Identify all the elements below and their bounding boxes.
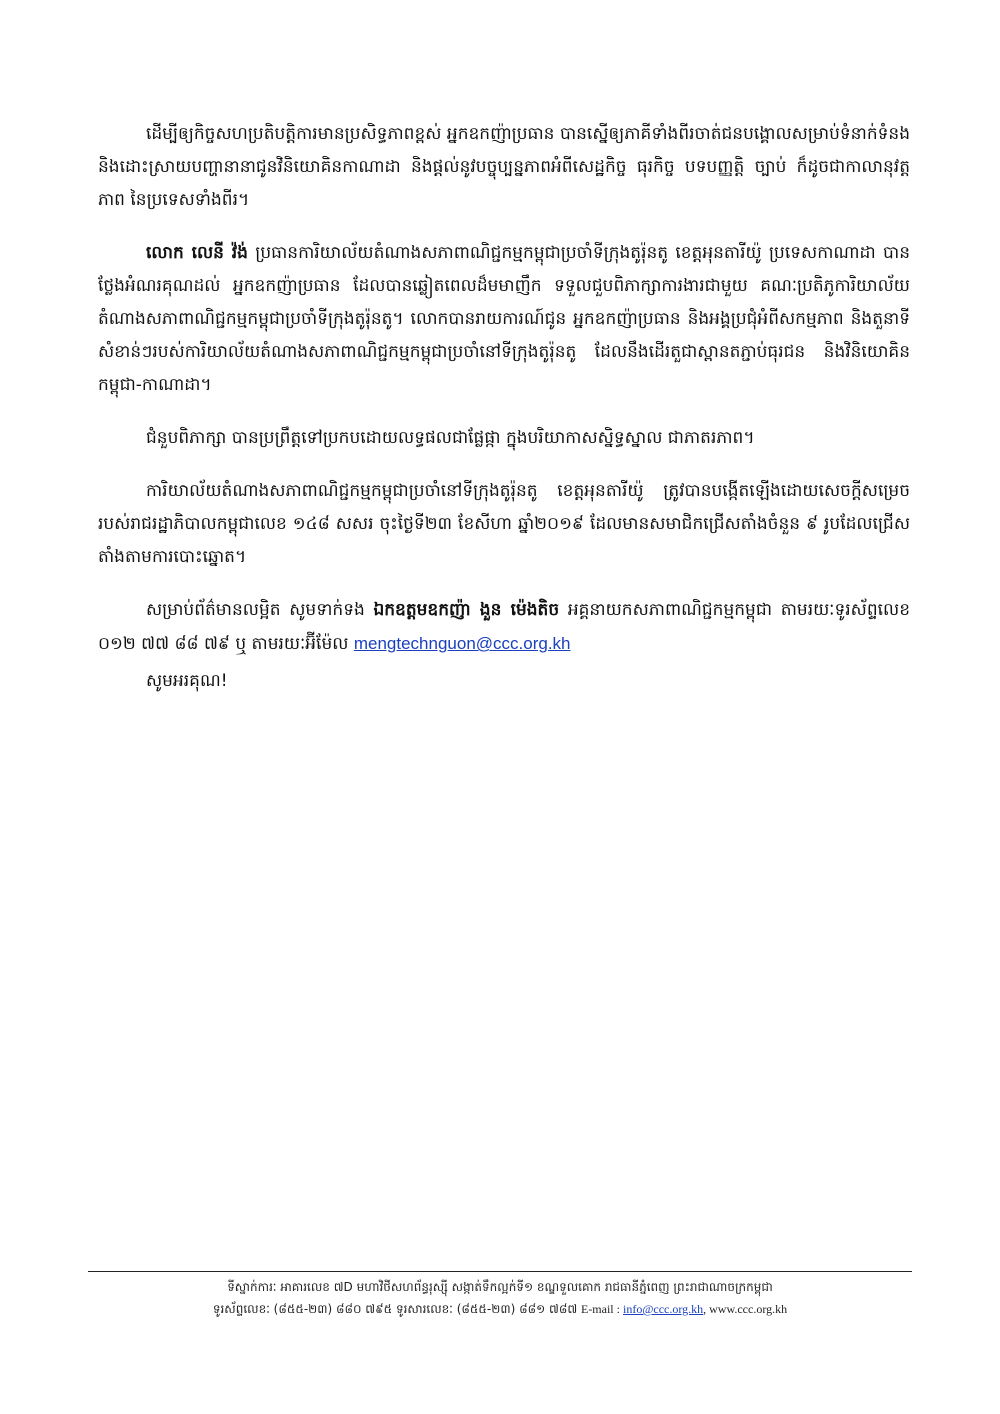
paragraph-office-establishment-text: ការិយាល័យតំណាងសភាពាណិជ្ជកម្មកម្ពុជាប្រចាំនៅទីក្រុងតូរ៉ុនតូ ខេត្តអុនតារីយ៉ូ ត្រូវបានបង្កើតឡើងដោយសេចក្តីសម្រេចរបស់រាជរដ្ឋាភិបាលកម្ពុជាលេខ ១៤៨ សសរ ចុះថ្ងៃទី២៣ ខែសីហា ឆ្នាំ២០១៩ ដែលមានសមាជិកជ្រើសតាំងចំនួន ៩ រូបដែលជ្រើសតាំងតាមការបោះឆ្នោត។ [98, 481, 910, 567]
paragraph-cooperation [98, 118, 910, 217]
contact-email-link[interactable]: mengtechnguon@ccc.org.kh [353, 634, 571, 653]
closing-thanks: សូមអរគុណ! [146, 671, 228, 691]
footer-email-link[interactable]: info@ccc.org.kh [622, 1302, 704, 1316]
footer-email-label: E-mail : [580, 1302, 623, 1316]
paragraph-contact [98, 594, 910, 661]
footer-address: ទីស្នាក់ការៈ អាគារលេខ ៧D មហាវិថីសហព័ន្ធរុស្ស៊ី សង្កាត់ទឹកល្អក់ទី១ ខណ្ឌទួលគោក រាជធានីភ្នំពេញ ព្រះរាជាណាចក្រកម្ពុជា [227, 1280, 773, 1294]
contact-person-name: ឯកឧត្តមឧកញ៉ា ងួន ម៉េងតិច [373, 600, 560, 620]
document-body [98, 118, 910, 698]
footer-website[interactable]: www.ccc.org.kh [709, 1302, 788, 1316]
paragraph-meeting-result [98, 422, 910, 455]
paragraph-cooperation-text: ដើម្បីឲ្យកិច្ចសហប្រតិបត្តិការមានប្រសិទ្ធភាពខ្ពស់ អ្នកឧកញ៉ាប្រធាន បានស្នើឲ្យភាគីទាំងពីរចាត់ជនបង្គោលសម្រាប់ទំនាក់ទំនងនិងដោះស្រាយបញ្ហានានាជូនវិនិយោគិនកាណាដា និងផ្តល់នូវបច្ចុប្បន្នភាពអំពីសេដ្ឋកិច្ច ធុរកិច្ច បទបញ្ញត្តិ ច្បាប់ ក៏ដូចជាកាលានុវត្តភាព នៃប្រទេសទាំងពីរ។ [98, 124, 910, 210]
paragraph-office-head [98, 237, 910, 402]
paragraph-office-head-text: ប្រធានការិយាល័យតំណាងសភាពាណិជ្ជកម្មកម្ពុជាប្រចាំទីក្រុងតូរ៉ុនតូ ខេត្តអុនតារីយ៉ូ ប្រទេសកាណាដា បានថ្លែងអំណរគុណដល់ អ្នកឧកញ៉ាប្រធាន ដែលបានឆ្លៀតពេលដ៏មមាញឹក ទទួលជួបពិភាក្សាការងារជាមួយ គណៈប្រតិភូការិយាល័យតំណាងសភាពាណិជ្ជកម្មកម្ពុជាប្រចាំទីក្រុងតូរ៉ុនតូ។ លោកបានរាយការណ៍ជូន អ្នកឧកញ៉ាប្រធាន និងអង្គប្រជុំអំពីសកម្មភាព និងតួនាទីសំខាន់ៗរបស់ការិយាល័យតំណាងសភាពាណិជ្ជកម្មកម្ពុជាប្រចាំនៅទីក្រុងតូរ៉ុនតូ ដែលនឹងដើរតួជាស្ពានតភ្ជាប់ធុរជន និងវិនិយោគិនកម្ពុជា-កាណាដា។ [98, 243, 910, 395]
contact-details: អគ្គនាយកសភាពាណិជ្ជកម្មកម្ពុជា តាមរយៈទូរស័ព្ទលេខ ០១២ ៧៧ ៨៨ ៧៩ ឬ តាមរយៈអ៊ីម៉ែល [98, 600, 910, 654]
paragraph-meeting-result-text: ជំនួបពិភាក្សា បានប្រព្រឹត្តទៅប្រកបដោយលទ្ធផលជាផ្លែផ្កា ក្នុងបរិយាកាសស្និទ្ធស្នាល ជាភាតរភាព។ [146, 428, 755, 448]
contact-intro: សម្រាប់ព័ត៌មានលម្អិត សូមទាក់ទង [146, 600, 374, 620]
footer-contact-line [88, 1298, 912, 1320]
footer [88, 1276, 912, 1320]
footer-separator: , [703, 1302, 710, 1316]
footer-phone-fax: ទូរស័ព្ទលេខៈ (៨៥៥-២៣) ៨៨០ ៧៩៥ ទូរសារលេខៈ (៨៥៥-២៣) ៨៨១ ៧៨៧ [212, 1302, 581, 1316]
footer-divider [88, 1271, 912, 1272]
speaker-name: លោក លេនី វ៉ង់ [146, 243, 248, 263]
paragraph-office-establishment [98, 475, 910, 574]
